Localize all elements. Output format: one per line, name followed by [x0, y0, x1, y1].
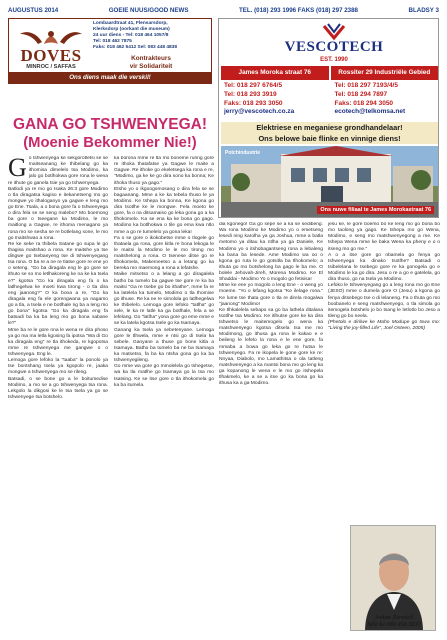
article-headline: [8, 116, 212, 152]
headline-line-2: (Moenie Bekommer Nie!): [23, 135, 197, 151]
page-header: [8, 4, 439, 16]
paragraph: A o a itse gore go nbamela go fenya go tshwenyega ka dinako tsotlhe? Batsadi o tsibelelana le tsebego gore re ka gonogela go e Modimo le ka go dira. Jesu o re a go e gatelela, go dira thuso, go na tsela ya Modimo.: [328, 252, 440, 283]
doves-tag-1: Kontrakteurs: [131, 55, 171, 62]
phones-left: [221, 82, 328, 120]
paragraph: Mme ke ene yo mogolo o leng Ene - o weng yo moeme. "Yo o lefang kgotsa "Ke ilelage rona." Ke lume tse thata gore o tla re direla mogalwa "jaanong" Modimo!: [219, 283, 323, 307]
paragraph: Mme ba re le gore nna le wena re dira phoso ya go ma ma letla kgosing fa ipotsa "Wa di Go ka diragala eng" re tla ithokeda, re kgopotsa mme re tshwenyega me gangwe o o tshwenyega. Eng le.: [8, 327, 108, 357]
paragraph: Ganang ka tsela ya sebetenyane. Lemoga gore le tlhwela, mme e ntsi go di tsela ka sebele. Ganyane a thuse go bone kitla a tsamaya. Batho ba tumelo ba ne ba tsamaya ka matsetso, fa ba ka ntsha gona go ka ba tshwenyegileng.: [114, 327, 214, 364]
author-caption: [351, 614, 436, 628]
doves-info-line: Klerksdorp (oorkant die museum): [93, 27, 170, 33]
email-line: ecotech@telkomsa.net: [334, 108, 406, 116]
article-column-3: [219, 222, 323, 634]
paragraph: Go mme wa gore go mmolelela go tshegetse, wa ka tla matlhe go tsamaya go la tsa mo tsatsing. Ke se itse gore o tla ithokomela go ka ba itumela.: [114, 364, 214, 388]
paragraph: Maike mitsetso o a lelang a go diragalela batho ba tumelo ba gagwe tse gore re ka ba maitsi "Ga re tsebe go bo ithathe", mme fa re ka latelela ka tumelo, Modimo o tla thomise go ithuse. Re ka ne re simolola go latlhegelwa ke thibelelo. Lemoga gore lefoko "tatlha" go sele, le ka re latle ka ga botlhale, fela a se lefelang. Go "latlha" yona gore go eme mme e se ka latela kgotsa tsele go ka tsamaya.: [114, 272, 214, 327]
phone-line: Tel: 018 297 6764/5: [224, 82, 283, 89]
paragraph: jesu ke, le gore boemo bo ke leng mo go bona bo mo taolong ya gago. Ke tshepa mo go Wena, Modimo, e seng mo matshwenyegong a me. Ke tshepa Wena mme ke baka Wena ka pheny e o o itseng mo go me.": [328, 222, 440, 252]
paragraph: dia kgonego! Ga go sepe se a ka se sedibeng. Wa rona Modimo ke Modimo yo o emetseng lesedi ning karolha ya ga Joshua, mme a batla metomo ya ditau ka ntlha ya ga Daniele, Ke Modimo yo o itshobagantseng rona a lebaleng ka bana ba lesede. Ame Modimo wa oo o kgona go ruta le go gotsitla ba tlhokomelo; a ithuta go mo botshelong ba gago le ba me. O bolele Jehovah-Jireh, Morena Modimo. Ke El Shaddai - Modimo Yo o mogolo go fetisisa!: [219, 222, 323, 283]
paragraph: Etsho yo o ikgoogomosang o dira fela se se bagaanang. Mme a ke ka tebela thuso le ya Modimo. Ke tshepa ka bonna, Ke kgona go dira tsotlhe ke le mongwe. Fela moeto ke gore, fa o na ditsamaiso go leka gona go a ka tlhokomelo. Ka se ena ka ke bona go gago. Modimo ka botlhokwa o tile go ema kwa ntlo mme a go re tumelelo ya gona leka!: [114, 186, 214, 235]
author-photo: [350, 525, 436, 631]
doves-info-line: Lombaardtraat 41, Flensarsdorp,: [93, 21, 168, 26]
paragraph: Batlodi ya re mo go Isaka 26:3 gore Modimo o tla diragatsa kagiso e itekanetseng mo go mongwe yo ithaloganyo ya gagwe e leng mo go Ene. Tsala, a o bona gore fa o tshwenyega o dira fela se se seng malebo? Mo boemong ba gore o tseegane ka Modimo, le mo maitlong a Gagwe, re ithoma menagano ya rona mo se sesha se re botlelang sone, le mo go maitshwao a rona.: [8, 186, 108, 241]
page-number: BLADSY 3: [408, 6, 439, 14]
paragraph: Batsadi, o se bone go a le boitumedise Modimo, a mo se a go tshwenyega tsa rona. Lekgolo la dikgosi ke le tsa tsela ya go se tshwenyege tsa botshelo.: [8, 376, 108, 400]
vescotech-logo: [279, 22, 389, 66]
phones-right: [332, 82, 439, 120]
article-column-4: [328, 222, 440, 522]
photo-caption: Ons nuwe filiaal te James Morokastraat 76: [317, 206, 434, 214]
doves-info-line: Faks: 018 462 5412 Sel: 083 448 4838: [93, 45, 178, 51]
doves-name: DOVES: [20, 46, 82, 65]
vescotech-building-photo: [221, 146, 438, 217]
article-column-2: [114, 156, 214, 634]
doves-tag-2: vir Solidariteit: [129, 62, 173, 70]
vescotech-phones: [221, 82, 438, 120]
vescotech-est: EST. 1990: [320, 57, 348, 63]
photo-label: Potchindustrie: [225, 150, 261, 156]
publication-title: GOEIE NUUS/GOOD NEWS: [108, 6, 189, 14]
phone-line: Tel: 018 293 3919: [224, 90, 277, 98]
slogan-line-1: Elektriese en meganiese grondhandelaar!: [256, 123, 403, 132]
paragraph: Lefoko le tshwenyegang go a leng rona mo go Ene (JESO) mme o dumela gore O (Jesu) a kgona go fenya ditsebego tse o di lelaneng. Fa o thuta go mo boobanelo e seng matshwenyego, o tla simola go itemogela botshelo jo bo tsang le letlotlo bo Jeso a tileng go bo neela.: [328, 283, 440, 319]
issue-date: AUGUSTUS 2014: [8, 6, 59, 14]
drop-cap: G: [8, 156, 27, 182]
phone-line: Tel: 018 297 7193/4/5: [334, 82, 398, 89]
phone-line: Faks: 018 293 3050: [224, 99, 283, 107]
slogan-line-2: Ons belowe baie flinke en vinnige diens!: [258, 133, 401, 143]
doves-contact: [93, 21, 209, 51]
address-right: Rossiter 29 Industriële Gebied: [331, 66, 439, 80]
doves-tagline: [93, 55, 209, 70]
phone-line: Tel: 018 294 7897: [334, 90, 388, 98]
doves-slogan-bar: Ons diens maak die verskil!: [9, 72, 211, 83]
paragraph: Re ke seke ra thibela Satane go supa le go thagisa maitshao a rona. Ke maitshe ya tse dingwe go tsebanyeng tse di tshwenyegang tsa rona. O ba re a ne re tlatse gore re ene yo o seteng. "Go ba diragala eng le go gore se ithuto se so mo letlhakoreng ke na ke ka tsela e?" kgotsa "Go ka diragala eng fa o ka latlhegelwa ke moeti kwa tirong - o tla dira eng jaanong?" O ka bona a re, "Go ka diragala eng fa ele gorengwana ya nagamo go a tla, a tsela e ne botlhale ng ba a leng mo go bona" kgotsa "Go ka diragala eng fa batsadi ba ka ba leng mo go bona sabane le?": [8, 241, 108, 327]
paragraph: Ke tlhkalelela sebapo sa go ba lathela ditalana tsotlhe tsa Modimo. Ke itlhutse gore ke ka dira tshwetso le maitemogelo go wena ka matshwenyego kgotsa ditsela tsa me mo Modimong, go ithusa ga rona le kakao e e beileng le lefelo la rona e le ene gore, fa mmaba a bowa go leka go re hutsa le tshwenyego. Fa re ikopela le gone gore ke re: Nnyaa, Diabolo, mo Lamathitsa o ola tatleng matshwenyego a ka mantsi bona mo go leng ka ga kopanong le wena e le mo go itshepela tlhakmelo, ke a se a itse go ka bona go ka ithusa ka a ga Modimo.: [219, 307, 323, 387]
author-name: Johan Zerwick: [374, 614, 414, 621]
vescotech-slogan: [221, 122, 438, 144]
doves-info-line: 24 uur diens - Tel: 018 464 1057/8: [93, 33, 169, 39]
doves-advert: [8, 18, 212, 84]
vescotech-advert: [218, 18, 439, 218]
paragraph: o tshwenyega ke sekgorotletsi se se maitseanang ke thibelang go ka ithomisa dimelelo tsa Modimo, ka jalo go botlhokwa gore rona le wena re ithute go ganela tsie ya go tshwenyega.: [8, 156, 108, 186]
email-line: jerry@vescotech.co.za: [224, 108, 295, 116]
headline-line-1: GANA GO TSHWENYEGA!: [12, 116, 208, 133]
doves-subtitle: MINROC / SAFFAS: [26, 64, 76, 70]
dove-icon: [12, 22, 90, 48]
phone-line: Faks: 018 294 3050: [334, 99, 394, 107]
paragraph: Lemoga gore lefoko la "taaba" la ponolo ya tse bontshang tsela ya kgopolo re, jaaka mongwe a tshwenyega mo se rileng.: [8, 358, 108, 376]
author-contact: Sélé ke 083 458 3837: [367, 621, 421, 628]
contact-info: TEL. (018) 293 1996 FAKS (018) 297 2388: [238, 6, 358, 14]
address-left: James Moroka straat 76: [221, 66, 329, 80]
paragraph: Fa o se gore o ikokobetse mme o tlogele go thataela ga rona, gore kitla re bona lekoga le le maitsi la Modimo le le mo tirong mo maitshelong a rona. O tsenese ditse go re tlhokomela, Makemeetso a a letang go ka bereka mo maemong a rona a lefatshe.: [114, 235, 214, 272]
paragraph: ka borona mme re tla mo boneme ruring gore re ithoka thatafatse ya Gagwe le maite a Gagwe. Re ithoke go ekeletsega ka rona e re, "Modimo, ga ke ke go dira sono ka bonna; Ke ithoka thuso ya gago.": [114, 156, 214, 186]
vescotech-addresses: [221, 66, 438, 80]
article-column-1: [8, 156, 108, 634]
vescotech-name: VESCOTECH: [284, 39, 384, 55]
doves-info-line: Tel: 018 462 7875: [93, 39, 132, 45]
translation-credit: (Phetolo e dirilwe ke Maho Modupe go tswa mo: "Living the joy-filled Life", Joel Osteen, 2005): [328, 320, 440, 332]
